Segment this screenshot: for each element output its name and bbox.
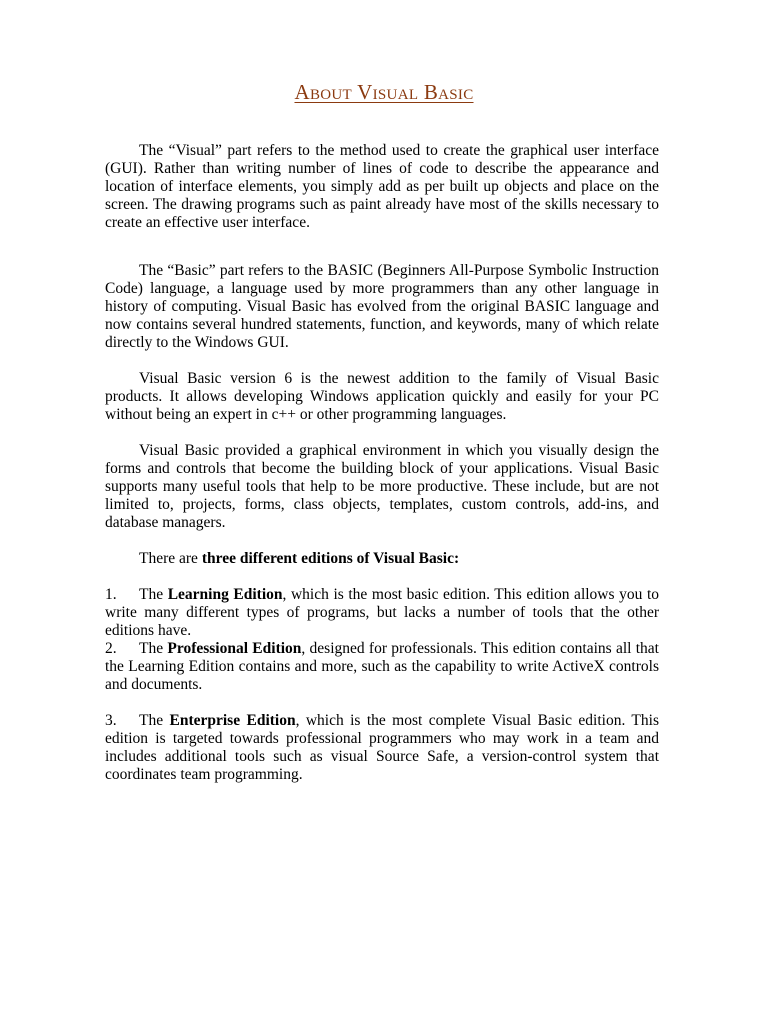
edition-name: Enterprise Edition <box>169 712 296 729</box>
edition-number: 2. <box>105 640 117 657</box>
edition-text: , designed for professionals. This edition contains all that the Learning Edition contains and more, such as the capability to write ActiveX controls and documents. <box>105 640 659 693</box>
editions-intro-prefix: There are <box>139 550 202 567</box>
edition-number: 3. <box>105 712 117 729</box>
edition-number: 1. <box>105 586 117 603</box>
edition-prefix: The <box>139 640 168 657</box>
edition-text: , which is the most complete Visual Basic edition. This edition is targeted towards professional programmers who may work in a team and includes additional tools such as visual Source Safe, a version-control system that coordinates team programming. <box>105 712 659 783</box>
edition-text: , which is the most basic edition. This edition allows you to write many different types of programs, but lacks a number of tools that the other editions have. <box>105 586 660 639</box>
paragraph-editions-intro <box>105 550 659 568</box>
paragraph-vb6: Visual Basic version 6 is the newest addition to the family of Visual Basic products. It allows developing Windows application quickly and easily for your PC without being an expert in c++ or other programming languages. <box>105 370 659 423</box>
edition-name: Learning Edition <box>167 586 283 603</box>
paragraph-basic: The “Basic” part refers to the BASIC (Beginners All-Purpose Symbolic Instruction Code) language, a language used by more programmers than any other language in history of computing. Visual Basic has evolved from the original BASIC language and now contains several hundred statements, function, and keywords, many of which relate directly to the Windows GUI. <box>105 262 659 351</box>
paragraph-visual: The “Visual” part refers to the method used to create the graphical user interface (GUI). Rather than writing number of lines of code to describe the appearance and location of interface elements, you simply add as per built up objects and place on the screen. The drawing programs such as paint already have most of the skills necessary to create an effective user interface. <box>105 142 659 231</box>
editions-intro-bold: three different editions of Visual Basic: <box>201 550 460 567</box>
edition-item-professional <box>105 640 659 694</box>
page-title-text: About Visual Basic <box>294 80 474 104</box>
document-body <box>105 142 659 784</box>
paragraph-environment: Visual Basic provided a graphical environment in which you visually design the forms and controls that become the building block of your applications. Visual Basic supports many useful tools that help to be more productive. These include, but are not limited to, projects, forms, class objects, templates, custom controls, add-ins, and database managers. <box>105 442 659 531</box>
edition-item-learning <box>105 586 659 640</box>
edition-item-enterprise <box>105 712 659 784</box>
edition-prefix: The <box>139 712 170 729</box>
edition-prefix: The <box>139 586 168 603</box>
edition-name: Professional Edition <box>167 640 302 657</box>
page-title <box>0 80 768 104</box>
